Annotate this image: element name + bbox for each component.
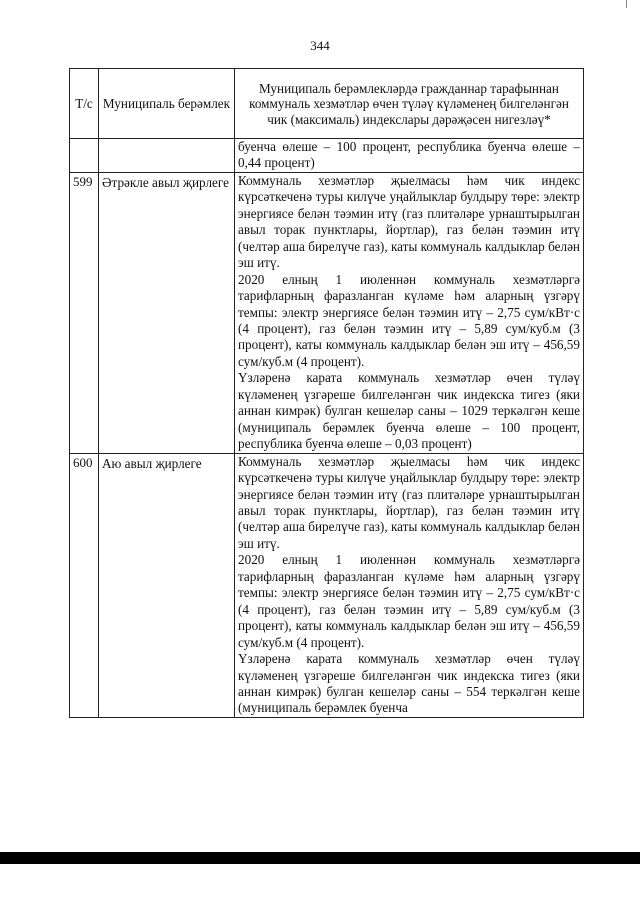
paragraph-people-count: Үзләренә карата коммуналь хезмәтләр өчен түләү күләменең үзгәреше билгеләнгән чик индекска тигез (яки аннан кимрәк) булган кешеләр саны – 554 теркәлгән кеше (муниципаль берәмлек буенча xyxy=(238,651,580,716)
continuation-row xyxy=(70,139,584,173)
header-number: Т/с xyxy=(70,69,99,139)
continuation-num-cell xyxy=(70,139,99,173)
table-row xyxy=(70,172,584,453)
page-number: 344 xyxy=(310,38,330,53)
data-table xyxy=(69,68,584,718)
paragraph-people-count: Үзләренә карата коммуналь хезмәтләр өчен түләү күләменең үзгәреше билгеләнгән чик индекска тигез (яки аннан кимрәк) булган кешеләр саны – 1029 теркәлгән кеше (муниципаль берәмлек буенча өлеше – 100 процент, республика буенча өлеше – 0,03 процент) xyxy=(238,370,580,452)
row-number: 599 xyxy=(70,172,99,453)
continuation-name-cell xyxy=(99,139,235,173)
row-municipality-name: Әтрәкле авыл җирлеге xyxy=(99,172,235,453)
table-row xyxy=(70,453,584,717)
paragraph-tariffs: 2020 елның 1 июленнән коммуналь хезмәтләргә тарифларның фаразланган күләме һәм аларның үзгәрү темпы: электр энергиясе белән тәэмин итү – 2,75 сум/кВт·с (4 процент), газ белән тәэмин итү – 5,89 сум/куб.м (3 процент), каты коммуналь калдыклар белән эш итү – 456,59 сум/куб.м (4 процент). xyxy=(238,552,580,650)
paragraph-services: Коммуналь хезмәтләр җыелмасы һәм чик индекс күрсәткеченә туры килүче уңайлыклар булдыру төре: электр энергиясе белән тәэмин итү (газ плитәләре урнаштырылган авыл торак пунктлары, йортлар), газ белән тәэмин итү (челтәр аша бирелүче газ), каты коммуналь калдыклар белән эш итү. xyxy=(238,453,580,551)
paragraph-services: Коммуналь хезмәтләр җыелмасы һәм чик индекс күрсәткеченә туры килүче уңайлыклар булдыру төре: электр энергиясе белән тәэмин итү (газ плитәләре урнаштырылган авыл торак пунктлары, йортлар), газ белән тәэмин итү (челтәр аша бирелүче газ), каты коммуналь калдыклар белән эш итү. xyxy=(238,172,580,271)
table-header-row xyxy=(70,69,584,139)
continuation-paragraph: буенча өлеше – 100 процент, республика буенча өлеше – 0,44 процент) xyxy=(238,139,580,171)
header-municipality: Муниципаль берәмлек xyxy=(99,69,235,139)
header-basis: Муниципаль берәмлекләрдә гражданнар тарафыннан коммуналь хезмәтләр өчен түләү күләменең билгеләнгән чик (максималь) индекслары дәрәҗәсен нигезләү* xyxy=(235,69,584,139)
paragraph-tariffs: 2020 елның 1 июленнән коммуналь хезмәтләргә тарифларның фаразланган күләме һәм аларның үзгәрү темпы: электр энергиясе белән тәэмин итү – 2,75 сум/кВт·с (4 процент), газ белән тәэмин итү – 5,89 сум/куб.м (3 процент), каты коммуналь калдыклар белән эш итү – 456,59 сум/куб.м (4 процент). xyxy=(238,271,580,369)
row-basis-text xyxy=(235,172,584,453)
continuation-text-cell xyxy=(235,139,584,173)
row-basis-text xyxy=(235,453,584,717)
scan-bottom-border xyxy=(0,852,640,864)
row-municipality-name: Аю авыл җирлеге xyxy=(99,453,235,717)
row-number: 600 xyxy=(70,453,99,717)
data-table-container xyxy=(69,68,583,718)
scan-edge-mark xyxy=(626,0,627,8)
